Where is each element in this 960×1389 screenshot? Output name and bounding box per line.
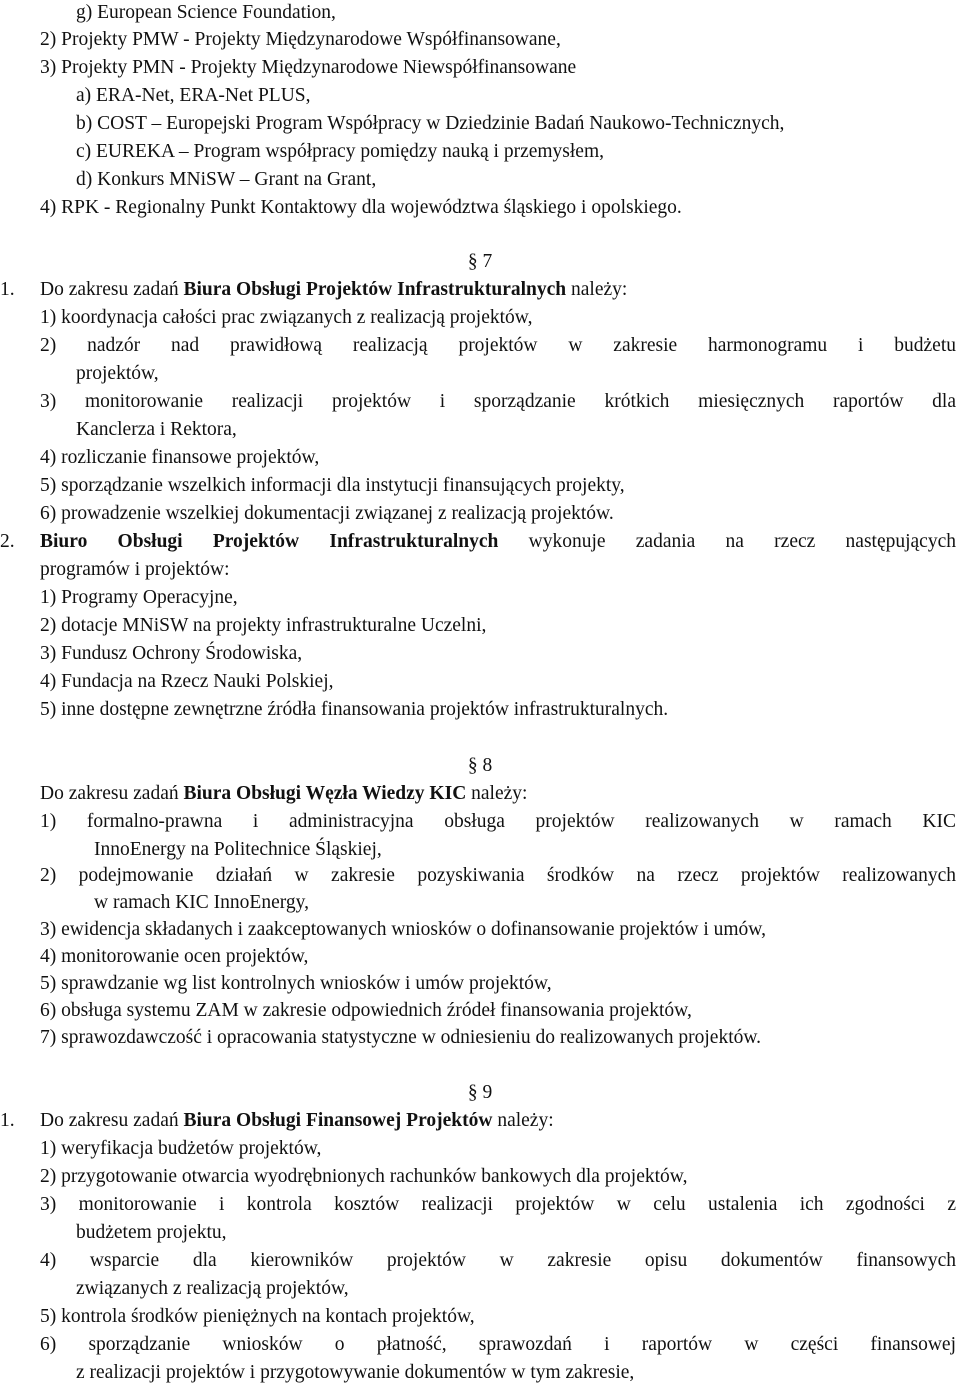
list-item: a) ERA-Net, ERA-Net PLUS,	[76, 85, 311, 106]
paragraph-number: 1.	[0, 1110, 15, 1131]
list-item-justified	[40, 1192, 956, 1218]
list-item: 5) sprawdzanie wg list kontrolnych wniosków i umów projektów,	[40, 973, 552, 994]
list-item: 3) Fundusz Ochrony Środowiska,	[40, 643, 303, 664]
list-item-line: 1) formalno-prawna i administracyjna obsługa projektów realizowanych w ramach KIC	[40, 811, 956, 832]
list-item-justified	[40, 1248, 956, 1274]
list-item-cont: z realizacji projektów i przygotowywanie dokumentów w tym zakresie,	[76, 1362, 635, 1383]
list-item-line: 3) monitorowanie realizacji projektów i sporządzanie krótkich miesięcznych raportów dla	[40, 391, 956, 412]
list-item: 5) inne dostępne zewnętrzne źródła finansowania projektów infrastrukturalnych.	[40, 699, 669, 720]
section-heading: § 7	[467, 251, 493, 272]
list-item-line: 6) sporządzanie wniosków o płatność, sprawozdań i raportów w części finansowej	[40, 1334, 956, 1355]
list-item: 7) sprawozdawczość i opracowania statystyczne w odniesieniu do realizowanych projektów.	[40, 1027, 762, 1048]
list-item: 2) dotacje MNiSW na projekty infrastrukturalne Uczelni,	[40, 615, 487, 636]
list-item-cont: InnoEnergy na Politechnice Śląskiej,	[94, 839, 382, 860]
list-item: 1) koordynacja całości prac związanych z realizacją projektów,	[40, 307, 533, 328]
list-item-line: 3) monitorowanie i kontrola kosztów realizacji projektów w celu ustalenia ich zgodności z	[40, 1194, 956, 1215]
list-item-justified	[40, 389, 956, 415]
list-item-justified	[40, 1332, 956, 1358]
list-item: 6) prowadzenie wszelkiej dokumentacji związanej z realizacją projektów.	[40, 503, 614, 524]
list-item: 2) przygotowanie otwarcia wyodrębnionych rachunków bankowych dla projektów,	[40, 1166, 688, 1187]
list-item-cont: projektów,	[76, 363, 159, 384]
list-item-justified	[40, 863, 956, 889]
list-item: b) COST – Europejski Program Współpracy w Dziedzinie Badań Naukowo-Technicznych,	[76, 113, 785, 134]
list-item: 4) monitorowanie ocen projektów,	[40, 946, 309, 967]
list-item: g) European Science Foundation,	[76, 2, 336, 23]
list-item: c) EUREKA – Program współpracy pomiędzy nauką i przemysłem,	[76, 141, 604, 162]
paragraph-intro: Do zakresu zadań Biura Obsługi Węzła Wiedzy KIC należy:	[40, 783, 528, 804]
list-item: 1) weryfikacja budżetów projektów,	[40, 1138, 322, 1159]
list-item-cont: związanych z realizacją projektów,	[76, 1278, 349, 1299]
list-item-justified	[40, 333, 956, 359]
list-item: 6) obsługa systemu ZAM w zakresie odpowiednich źródeł finansowania projektów,	[40, 1000, 692, 1021]
list-item: 2) Projekty PMW - Projekty Międzynarodowe Współfinansowane,	[40, 29, 561, 50]
list-item-line: 2) nadzór nad prawidłową realizacją projektów w zakresie harmonogramu i budżetu	[40, 335, 956, 356]
list-item-cont: Kanclerza i Rektora,	[76, 419, 237, 440]
list-item: 1) Programy Operacyjne,	[40, 587, 238, 608]
list-item: 4) Fundacja na Rzecz Nauki Polskiej,	[40, 671, 334, 692]
list-item-cont: budżetem projektu,	[76, 1222, 227, 1243]
paragraph-intro: Biuro Obsługi Projektów Infrastrukturalnych wykonuje zadania na rzecz następujących	[40, 531, 956, 552]
list-item: 4) RPK - Regionalny Punkt Kontaktowy dla województwa śląskiego i opolskiego.	[40, 197, 682, 218]
list-item-justified	[40, 809, 956, 835]
paragraph-cont: programów i projektów:	[40, 559, 230, 580]
list-item: 3) ewidencja składanych i zaakceptowanych wniosków o dofinansowanie projektów i umów,	[40, 919, 766, 940]
list-item: 5) sporządzanie wszelkich informacji dla instytucji finansujących projekty,	[40, 475, 625, 496]
list-item: d) Konkurs MNiSW – Grant na Grant,	[76, 169, 377, 190]
list-item: 3) Projekty PMN - Projekty Międzynarodowe Niewspółfinansowane	[40, 57, 577, 78]
paragraph-number: 2.	[0, 531, 15, 552]
list-item: 5) kontrola środków pieniężnych na kontach projektów,	[40, 1306, 475, 1327]
section-heading: § 9	[467, 1082, 493, 1103]
unit-name: Biuro Obsługi Projektów Infrastrukturalnych	[40, 531, 499, 552]
list-item-line: 4) wsparcie dla kierowników projektów w zakresie opisu dokumentów finansowych	[40, 1250, 956, 1271]
unit-name: Biura Obsługi Finansowej Projektów	[183, 1110, 493, 1131]
unit-name: Biura Obsługi Węzła Wiedzy KIC	[183, 783, 467, 804]
paragraph-number: 1.	[0, 279, 15, 300]
list-item: 4) rozliczanie finansowe projektów,	[40, 447, 320, 468]
paragraph-intro: Do zakresu zadań Biura Obsługi Projektów Infrastrukturalnych należy:	[40, 279, 628, 300]
list-item-cont: w ramach KIC InnoEnergy,	[94, 892, 309, 913]
list-item-line: 2) podejmowanie działań w zakresie pozyskiwania środków na rzecz projektów realizowanych	[40, 865, 956, 886]
unit-name: Biura Obsługi Projektów Infrastrukturalnych	[183, 279, 567, 300]
paragraph-intro: Do zakresu zadań Biura Obsługi Finansowej Projektów należy:	[40, 1110, 554, 1131]
section-heading: § 8	[467, 755, 493, 776]
